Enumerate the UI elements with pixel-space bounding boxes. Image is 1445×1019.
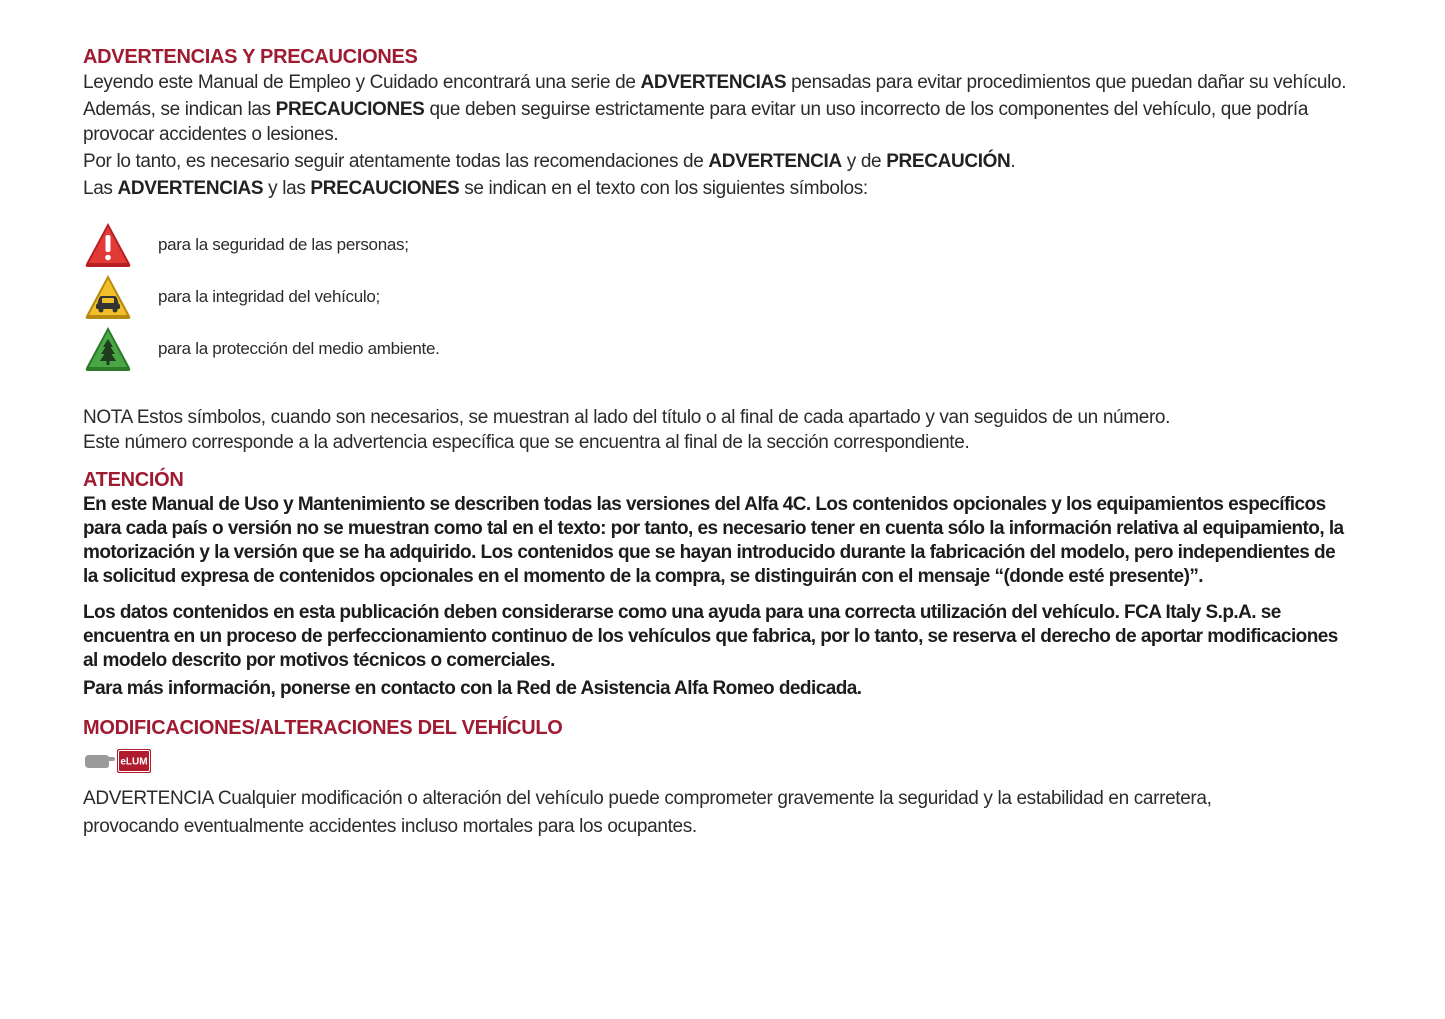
- modifications-section: [83, 715, 1353, 841]
- elum-reference[interactable]: [83, 745, 1353, 777]
- person-warning-icon: [83, 220, 133, 270]
- symbol-legend: [83, 219, 1353, 375]
- vehicle-warning-icon: [83, 272, 133, 322]
- note-block: [83, 405, 1353, 455]
- attention-body: [83, 493, 1353, 701]
- intro-paragraph-2: Además, se indican las PRECAUCIONES que deben seguirse estrictamente para evitar un uso incorrecto de los componentes del vehículo, que podría provocar accidentes o lesiones.: [83, 99, 1309, 145]
- modification-warning: ADVERTENCIA Cualquier modificación o alteración del vehículo puede comprometer gravemente la seguridad y la estabilidad en carretera, provocando eventualmente accidentes incluso mortales para los ocupantes.: [83, 788, 1212, 837]
- symbol-label-vehicle: para la integridad del vehículo;: [158, 287, 380, 306]
- attention-paragraph-3: Para más información, ponerse en contacto con la Red de Asistencia Alfa Romeo dedicada.: [83, 678, 862, 699]
- environment-warning-icon: [83, 324, 133, 374]
- elum-hand-badge-icon: [83, 747, 153, 775]
- symbol-label-persons: para la seguridad de las personas;: [158, 235, 409, 254]
- intro-paragraph-4: Las ADVERTENCIAS y las PRECAUCIONES se indican en el texto con los siguientes símbolos:: [83, 178, 868, 199]
- symbol-row-environment: [83, 323, 1353, 375]
- symbol-row-vehicle: [83, 271, 1353, 323]
- warnings-section: [83, 44, 1353, 201]
- page: [83, 44, 1353, 841]
- note-line-1: NOTA Estos símbolos, cuando son necesarios, se muestran al lado del título o al final de cada apartado y van seguidos de un número.: [83, 407, 1171, 428]
- symbol-label-environment: para la protección del medio ambiente.: [158, 339, 440, 358]
- section-title-warnings: ADVERTENCIAS Y PRECAUCIONES: [83, 46, 418, 68]
- symbol-row-persons: [83, 219, 1353, 271]
- intro-paragraph-3: Por lo tanto, es necesario seguir atentamente todas las recomendaciones de ADVERTENCIA y de PRECAUCIÓN.: [83, 151, 1016, 172]
- elum-badge-label: eLUM: [120, 756, 148, 768]
- attention-section: [83, 467, 1353, 701]
- intro-paragraph-1: Leyendo este Manual de Empleo y Cuidado encontrará una serie de ADVERTENCIAS pensadas para evitar procedimientos que puedan dañar su vehículo.: [83, 72, 1347, 93]
- attention-paragraph-2: Los datos contenidos en esta publicación deben considerarse como una ayuda para una correcta utilización del vehículo. FCA Italy S.p.A. se encuentra en un proceso de perfeccionamiento continuo de los vehículos que fabrica, por lo tanto, se reserva el derecho de aportar modificaciones al modelo descrito por motivos técnicos o comerciales.: [83, 602, 1338, 671]
- section-title-modifications: MODIFICACIONES/ALTERACIONES DEL VEHÍCULO: [83, 717, 563, 739]
- section-title-attention: ATENCIÓN: [83, 469, 184, 491]
- note-line-2: Este número corresponde a la advertencia específica que se encuentra al final de la sección correspondiente.: [83, 432, 970, 453]
- attention-paragraph-1: En este Manual de Uso y Mantenimiento se describen todas las versiones del Alfa 4C. Los contenidos opcionales y los equipamientos específicos para cada país o versión no se muestran como tal en el texto: por tanto, es necesario tener en cuenta sólo la información relativa al equipamiento, la motorización y la versión que se ha adquirido. Los contenidos que se hayan introducido durante la fabricación del modelo, pero independientes de la solicitud expresa de contenidos opcionales en el momento de la compra, se distinguirán con el mensaje “(donde esté presente)”.: [83, 494, 1344, 587]
